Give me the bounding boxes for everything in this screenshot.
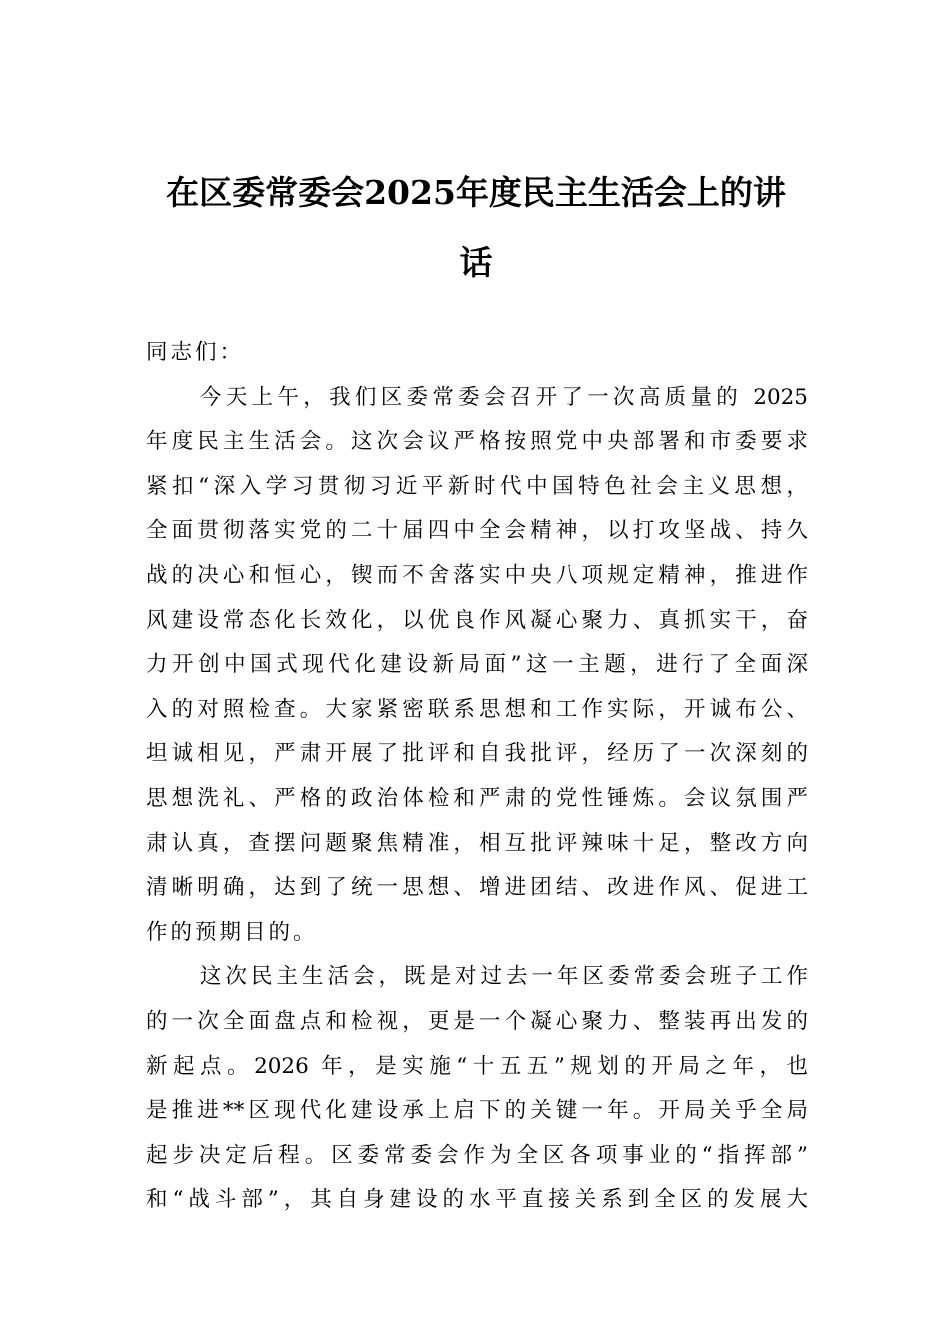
paragraph-2 bbox=[146, 955, 808, 1223]
text-line: 的一次全面盘点和检视，更是一个凝心聚力、整装再出发的 bbox=[146, 1008, 808, 1034]
text-line: 思想洗礼、严格的政治体检和严肃的党性锤炼。会议氛围严 bbox=[146, 785, 808, 811]
text-line: 力开创中国式现代化建设新局面”这一主题，进行了全面深 bbox=[146, 652, 808, 678]
text-line: 这次民主生活会，既是对过去一年区委常委会班子工作 bbox=[200, 964, 808, 990]
text-line: 紧扣“深入学习贯彻习近平新时代中国特色社会主义思想， bbox=[146, 473, 808, 499]
text-line: 起步决定后程。区委常委会作为全区各项事业的“指挥部” bbox=[146, 1142, 808, 1168]
title-line-1: 在区委常委会2025年度民主生活会上的讲 bbox=[166, 173, 786, 212]
paragraph-1 bbox=[146, 376, 808, 956]
text-line: 战的决心和恒心，锲而不舍落实中央八项规定精神，推进作 bbox=[146, 562, 808, 588]
salutation: 同志们： bbox=[146, 340, 245, 365]
text-line: 入的对照检查。大家紧密联系思想和工作实际，开诚布公、 bbox=[146, 696, 808, 722]
text-line: 风建设常态化长效化，以优良作风凝心聚力、真抓实干，奋 bbox=[146, 607, 808, 633]
title-line-2: 话 bbox=[459, 243, 493, 282]
document-title bbox=[146, 158, 806, 298]
text-line: 是推进**区现代化建设承上启下的关键一年。开局关乎全局 bbox=[146, 1098, 808, 1124]
text-line: 作的预期目的。 bbox=[146, 919, 318, 945]
text-line: 今天上午，我们区委常委会召开了一次高质量的 2025 bbox=[200, 384, 808, 410]
text-line: 年度民主生活会。这次会议严格按照党中央部署和市委要求 bbox=[146, 429, 808, 455]
text-line: 肃认真，查摆问题聚焦精准，相互批评辣味十足，整改方向 bbox=[146, 830, 808, 856]
text-line: 全面贯彻落实党的二十届四中全会精神，以打攻坚战、持久 bbox=[146, 518, 808, 544]
text-line: 清晰明确，达到了统一思想、增进团结、改进作风、促进工 bbox=[146, 875, 808, 901]
text-line: 坦诚相见，严肃开展了批评和自我批评，经历了一次深刻的 bbox=[146, 741, 808, 767]
text-line: 和“战斗部”，其自身建设的水平直接关系到全区的发展大 bbox=[146, 1187, 808, 1213]
text-line: 新起点。2026 年，是实施“十五五”规划的开局之年，也 bbox=[146, 1053, 808, 1079]
document-body bbox=[146, 331, 808, 1223]
